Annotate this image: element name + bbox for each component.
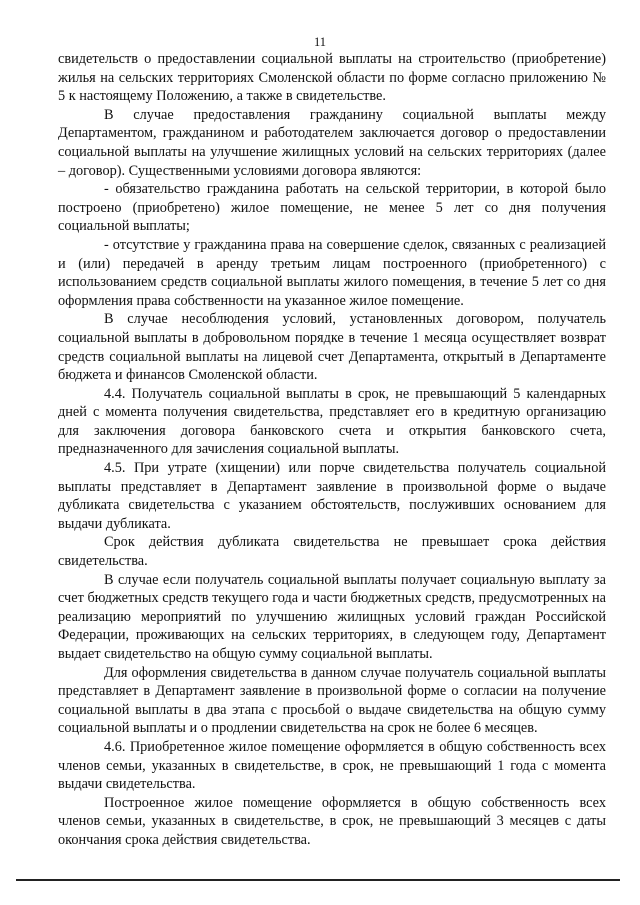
document-body [58,50,606,850]
paragraph-4-6: 4.6. Приобретенное жилое помещение оформляется в общую собственность всех членов семьи, указанных в свидетельстве, в срок, не превышающий 1 года с момента выдачи свидетельства. [58,738,606,793]
footer-divider [16,879,620,881]
paragraph-condition-no-deals: - отсутствие у гражданина права на совершение сделок, связанных с реализацией и (или) передачей в аренду третьим лицам построенного (приобретенного) с использованием средств социальной выплаты жилого помещения, в течение 5 лет со дня оформления права собственности на указанное жилое помещение. [58,236,606,309]
paragraph-continuation: свидетельств о предоставлении социальной выплаты на строительство (приобретение) жилья на сельских территориях Смоленской области по форме согласно приложению № 5 к настоящему Положению, а также в свидетельстве. [58,51,606,105]
paragraph-condition-work: - обязательство гражданина работать на сельской территории, в которой было построено (приобретено) жилое помещение, не менее 5 лет со дня получения социальной выплаты; [58,181,606,235]
paragraph-refund: В случае несоблюдения условий, установленных договором, получатель социальной выплаты в добровольном порядке в течение 1 месяца осуществляет возврат средств социальной выплаты на лицевой счет Департамента, открытый в Департаменте бюджета и финансов Смоленской области. [58,311,606,384]
paragraph-4-5: 4.5. При утрате (хищении) или порче свидетельства получатель социальной выплаты представляет в Департамент заявление в произвольной форме о выдаче дубликата свидетельства с указанием обстоятельств, послуживших основанием для выдачи дубликата. [58,460,606,532]
paragraph-two-year-payment: В случае если получатель социальной выплаты получает социальную выплату за счет бюджетных средств текущего года и части бюджетных средств, предусмотренных на реализацию мероприятий по улучшению жилищных условий граждан Российской Федерации, проживающих на сельских территориях, в следующем году, Департамент выдает свидетельство на общую сумму социальной выплаты. [58,571,606,662]
page-number: 11 [313,35,327,49]
paragraph-duplicate-term: Срок действия дубликата свидетельства не превышает срока действия свидетельства. [58,534,606,570]
paragraph-two-stage-application: Для оформления свидетельства в данном случае получатель социальной выплаты представляет в Департамент заявление в произвольной форме о согласии на получение социальной выплаты в два этапа с просьбой о выдаче свидетельства на общую сумму социальной выплаты и о продлении свидетельства на срок не более 6 месяцев. [58,664,606,737]
paragraph-4-4: 4.4. Получатель социальной выплаты в срок, не превышающий 5 календарных дней с момента получения свидетельства, представляет его в кредитную организацию для заключения договора банковского счета и открытия банковского счета, предназначенного для зачисления социальной выплаты. [58,385,606,458]
paragraph-built-housing: Построенное жилое помещение оформляется в общую собственность всех членов семьи, указанных в свидетельстве, в срок, не превышающий 3 месяцев с даты окончания срока действия свидетельства. [58,794,606,848]
paragraph-agreement: В случае предоставления гражданину социальной выплаты между Департаментом, гражданином и работодателем заключается договор о предоставлении социальной выплаты на улучшение жилищных условий на сельских территориях (далее – договор). Существенными условиями договора являются: [58,106,606,179]
